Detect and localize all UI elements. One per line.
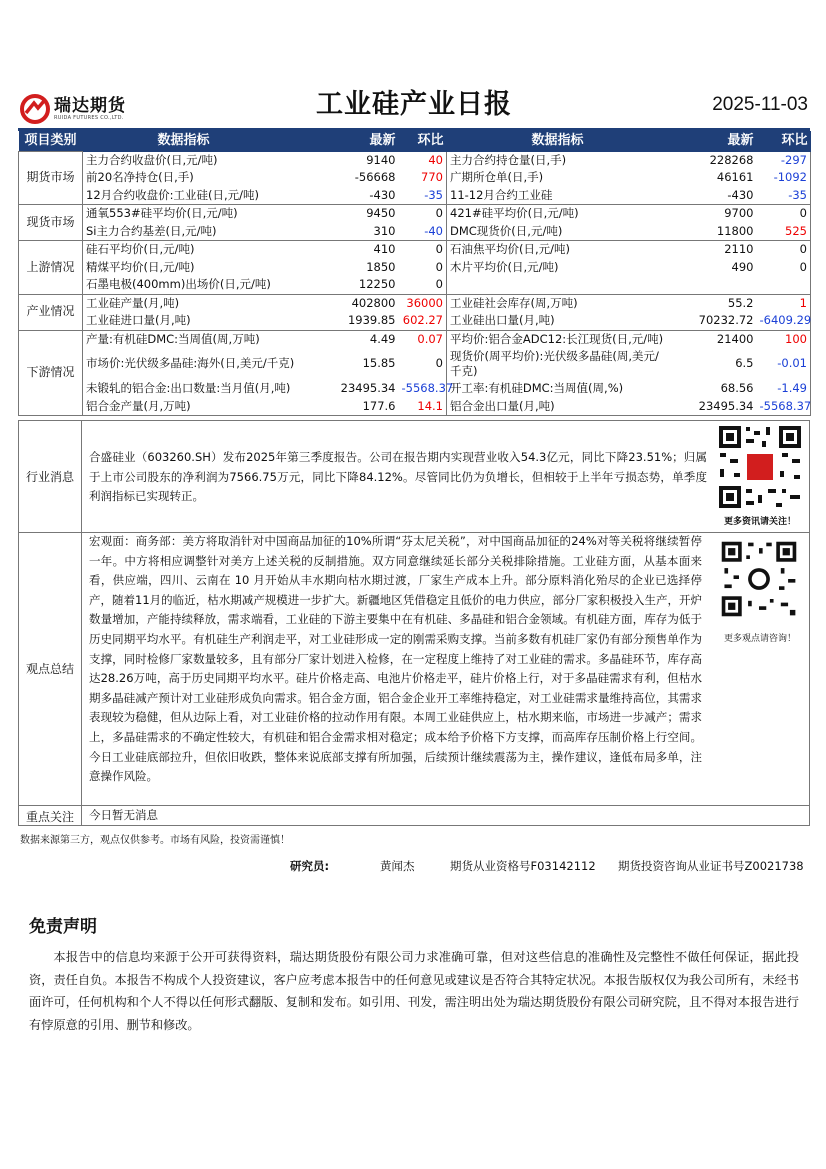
metric-cell: 广期所仓单(日,手)	[447, 169, 669, 187]
viewpoint-section	[18, 532, 810, 806]
viewpoint-text: 宏观面：商务部：美方将取消针对中国商品加征的10%所谓“芬太尼关税”，对中国商品加征的24%对等关税将继续暂停一年。中方将相应调整针对美方上述关税的反制措施。双方同意继续延长部分关税排除措施。工业硅方面，从基本面来看，供应端，四川、云南在 10 月开始从丰水期向枯水期过渡，厂家生产成本上升。部分原料消化殆尽的企业已选择停产，随着11月的临近，枯水期减产规模进一步扩大。新疆地区凭借稳定且低价的电力供应，部分厂家积极投入生产，开炉数量增加，产能持续释放，需求端看，工业硅的下游主要集中在有机硅、多晶硅和铝合金领域。有机硅方面，库存为低于历史同期平均水平。有机硅生产利润走平，对工业硅形成一定的刚需采购支撑。当前多数有机硅厂家仍有部分预售单作为支撑，同时检修厂家数量较多，且有部分厂家计划进入检修，在一定程度上维持了对工业硅的需求。多晶硅环节，库存高达28.26万吨，高于历史同期平均水平。硅片价格走高、电池片价格走平，硅片价格上行，对于多晶硅需求有利，但枯水期多晶硅减产预计对工业硅形成负向需求。铝合金方面，铝合金企业开工率维持稳定，对工业硅需求量维持高位，其需求表现较为稳健，但从边际上看，对工业硅价格的拉动作用有限。本周工业硅供应上，枯水期来临，市场进一步减产；需求上，多晶硅需求的不确定性较大，有机硅和铝合金需求相对稳定；成本给予价格下方支撑，而高库存压制价格上行空间。今日工业硅底部拉升，但依旧收跌，整体来说底部支撑有所加强，后续预计继续震荡为主，操作建议，逢低布局多单，注意操作风险。	[89, 534, 702, 784]
change-cell: 0	[757, 241, 811, 259]
table-row	[19, 187, 811, 205]
metric-cell: 石墨电极(400mm)出场价(日,元/吨)	[83, 276, 285, 294]
change-cell	[757, 276, 811, 294]
latest-cell: 9700	[724, 206, 754, 220]
metric-cell: 木片平均价(日,元/吨)	[447, 259, 669, 277]
change-cell: 0	[435, 206, 443, 220]
change-cell: 0	[435, 242, 443, 256]
table-row	[19, 205, 811, 223]
metric-cell: 工业硅社会库存(周,万吨)	[447, 294, 669, 312]
focus-section	[18, 805, 810, 826]
change-cell: -35	[757, 187, 811, 205]
metric-cell: 铝合金出口量(月,吨)	[447, 398, 669, 416]
change-cell: 602.27	[399, 312, 447, 330]
change-cell: -6409.29	[757, 312, 811, 330]
change-cell: -5568.37	[401, 381, 454, 395]
researcher-name: 黄闻杰	[380, 859, 415, 873]
change-cell: 40	[428, 152, 443, 167]
change-cell: -1092	[757, 169, 811, 187]
data-table	[18, 131, 811, 416]
change-cell: 36000	[406, 295, 443, 310]
change-cell: -1.49	[757, 380, 811, 398]
metric-cell: 未锻轧的铝合金:出口数量:当月值(月,吨)	[86, 381, 291, 395]
researcher-license-2: 期货投资咨询从业证书号Z0021738	[618, 859, 804, 873]
qr-caption-viewpoint: 更多观点请咨询！	[723, 634, 796, 644]
header-change-2: 环比	[757, 131, 811, 152]
latest-cell: 9450	[366, 206, 396, 220]
change-cell: 0	[435, 259, 443, 274]
table-row	[19, 152, 811, 170]
latest-cell: 21400	[716, 331, 754, 346]
disclaimer-text: 本报告中的信息均来源于公开可获得资料，瑞达期货股份有限公司力求准确可靠，但对这些信息的准确性及完整性不做任何保证，据此投资，责任自负。本报告不构成个人投资建议，客户应考虑本报告中的任何意见或建议是否符合其特定状况。本报告版权仅为我公司所有，未经书面许可，任何机构和个人不得以任何形式翻版、复制和发布。如引用、刊发，需注明出处为瑞达期货股份有限公司研究院，且不得对本报告进行有悖原意的引用、删节和修改。	[29, 950, 799, 1032]
qr-code-icon	[719, 539, 799, 619]
latest-cell: 23495.34	[669, 398, 757, 416]
latest-cell: 15.85	[362, 356, 396, 371]
table-row	[19, 169, 811, 187]
change-cell: -297	[757, 152, 811, 170]
report-date: 2025-11-03	[712, 94, 808, 115]
change-cell: -35	[399, 187, 447, 205]
latest-cell: 6.5	[735, 356, 754, 371]
latest-cell: 11800	[669, 223, 757, 241]
metric-cell: 工业硅进口量(月,吨)	[83, 312, 285, 330]
latest-cell: 70232.72	[669, 312, 757, 330]
table-row	[19, 223, 811, 241]
latest-cell: -430	[669, 187, 757, 205]
researcher-license-1: 期货从业资格号F03142112	[450, 859, 596, 873]
change-cell: 0	[757, 259, 811, 277]
category-cell: 产业情况	[19, 294, 83, 330]
category-cell: 现货市场	[19, 205, 83, 241]
latest-cell: 46161	[716, 170, 754, 184]
header-latest: 最新	[285, 131, 399, 152]
latest-cell	[669, 276, 757, 294]
disclaimer-title: 免责声明	[29, 917, 97, 937]
header-metric: 数据指标	[83, 131, 285, 152]
header-category: 项目类别	[19, 131, 83, 152]
metric-cell: 通氧553#硅平均价(日,元/吨)	[86, 206, 238, 220]
qr-caption-news: 更多资讯请关注！	[723, 517, 796, 527]
viewpoint-label: 观点总结	[25, 662, 74, 676]
metric-cell: 现货价(周平均价):光伏级多晶硅(周,美元/千克)	[447, 348, 669, 380]
metric-cell: 工业硅产量(月,吨)	[86, 295, 180, 310]
metric-cell: Si主力合约基差(日,元/吨)	[83, 223, 285, 241]
table-row	[19, 398, 811, 416]
category-cell: 期货市场	[19, 152, 83, 205]
latest-cell: 402800	[351, 295, 396, 310]
table-row	[19, 241, 811, 259]
metric-cell: 421#硅平均价(日,元/吨)	[447, 205, 669, 223]
researcher-label: 研究员:	[290, 859, 330, 873]
header-latest-2: 最新	[669, 131, 757, 152]
report-title: 工业硅产业日报	[316, 89, 512, 120]
table-row	[19, 380, 811, 398]
table-row	[19, 330, 811, 348]
metric-cell: 11-12月合约工业硅	[447, 187, 669, 205]
metric-cell: 12月合约收盘价:工业硅(日,元/吨)	[83, 187, 285, 205]
table-row	[19, 259, 811, 277]
change-cell: 0.07	[417, 331, 443, 346]
latest-cell: 1850	[366, 259, 396, 274]
change-cell: 0	[435, 356, 443, 371]
industry-news-section	[18, 420, 810, 533]
metric-cell: 铝合金产量(月,万吨)	[83, 398, 285, 416]
category-cell: 上游情况	[19, 241, 83, 295]
change-cell: 100	[757, 330, 811, 348]
latest-cell: 1939.85	[285, 312, 399, 330]
change-cell: 0	[757, 205, 811, 223]
latest-cell: -430	[285, 187, 399, 205]
change-cell: 770	[421, 170, 443, 184]
latest-cell: 2110	[724, 242, 754, 256]
latest-cell: 410	[373, 242, 396, 256]
latest-cell: 4.49	[369, 331, 396, 346]
metric-cell: 精煤平均价(日,元/吨)	[86, 259, 195, 274]
header-change: 环比	[399, 131, 447, 152]
brand-name-en: RUIDA FUTURES CO.,LTD.	[54, 114, 124, 121]
focus-text: 今日暂无消息	[89, 808, 158, 822]
table-row	[19, 312, 811, 330]
metric-cell: 开工率:有机硅DMC:当周值(周,%)	[447, 380, 669, 398]
metric-cell: 工业硅出口量(月,吨)	[447, 312, 669, 330]
metric-cell: 平均价:铝合金ADC12:长江现货(日,元/吨)	[447, 330, 669, 348]
metric-cell: DMC现货价(日,元/吨)	[447, 223, 669, 241]
table-row	[19, 348, 811, 380]
metric-cell: 主力合约持仓量(日,手)	[447, 152, 669, 170]
metric-cell: 前20名净持仓(日,手)	[86, 170, 194, 184]
latest-cell: 23495.34	[340, 381, 396, 395]
latest-cell: 490	[731, 259, 754, 274]
table-header-row	[19, 131, 811, 152]
metric-cell: 石油焦平均价(日,元/吨)	[447, 241, 669, 259]
table-body	[19, 152, 811, 416]
latest-cell: -56668	[354, 170, 396, 184]
latest-cell: 12250	[285, 276, 399, 294]
latest-cell: 177.6	[285, 398, 399, 416]
latest-cell: 9140	[366, 152, 396, 167]
change-cell: -5568.37	[757, 398, 811, 416]
change-cell: 14.1	[399, 398, 447, 416]
change-cell: 525	[757, 223, 811, 241]
metric-cell: 市场价:光伏级多晶硅:海外(日,美元/千克)	[86, 356, 295, 371]
header-metric-2: 数据指标	[447, 131, 669, 152]
metric-cell: 硅石平均价(日,元/吨)	[86, 242, 195, 256]
latest-cell: 68.56	[720, 381, 754, 395]
change-cell: -40	[399, 223, 447, 241]
change-cell: -0.01	[757, 348, 811, 380]
brand-name: 瑞达期货	[54, 95, 126, 116]
industry-news-text: 合盛硅业（603260.SH）发布2025年第三季度报告。公司在报告期内实现营业收入54.3亿元，同比下降23.51%；归属于上市公司股东的净利润为7566.75万元，同比下降84.12%。尽管同比仍为负增长，但相较于上半年亏损态势，单季度利润指标已实现转正。	[89, 450, 707, 503]
change-cell: 1	[757, 294, 811, 312]
latest-cell: 228268	[709, 152, 754, 167]
industry-news-label: 行业消息	[25, 470, 74, 484]
table-row	[19, 276, 811, 294]
metric-cell: 主力合约收盘价(日,元/吨)	[86, 152, 218, 167]
latest-cell: 55.2	[727, 295, 754, 310]
metric-cell: 产量:有机硅DMC:当周值(周,万吨)	[86, 331, 260, 346]
latest-cell: 310	[285, 223, 399, 241]
qr-code-icon	[716, 423, 804, 511]
metric-cell	[447, 276, 669, 294]
table-row	[19, 294, 811, 312]
focus-label: 重点关注	[25, 810, 74, 824]
risk-note: 数据来源第三方，观点仅供参考。市场有风险，投资需谨慎！	[20, 835, 290, 846]
category-cell: 下游情况	[19, 330, 83, 416]
change-cell: 0	[399, 276, 447, 294]
report-header	[18, 80, 810, 132]
